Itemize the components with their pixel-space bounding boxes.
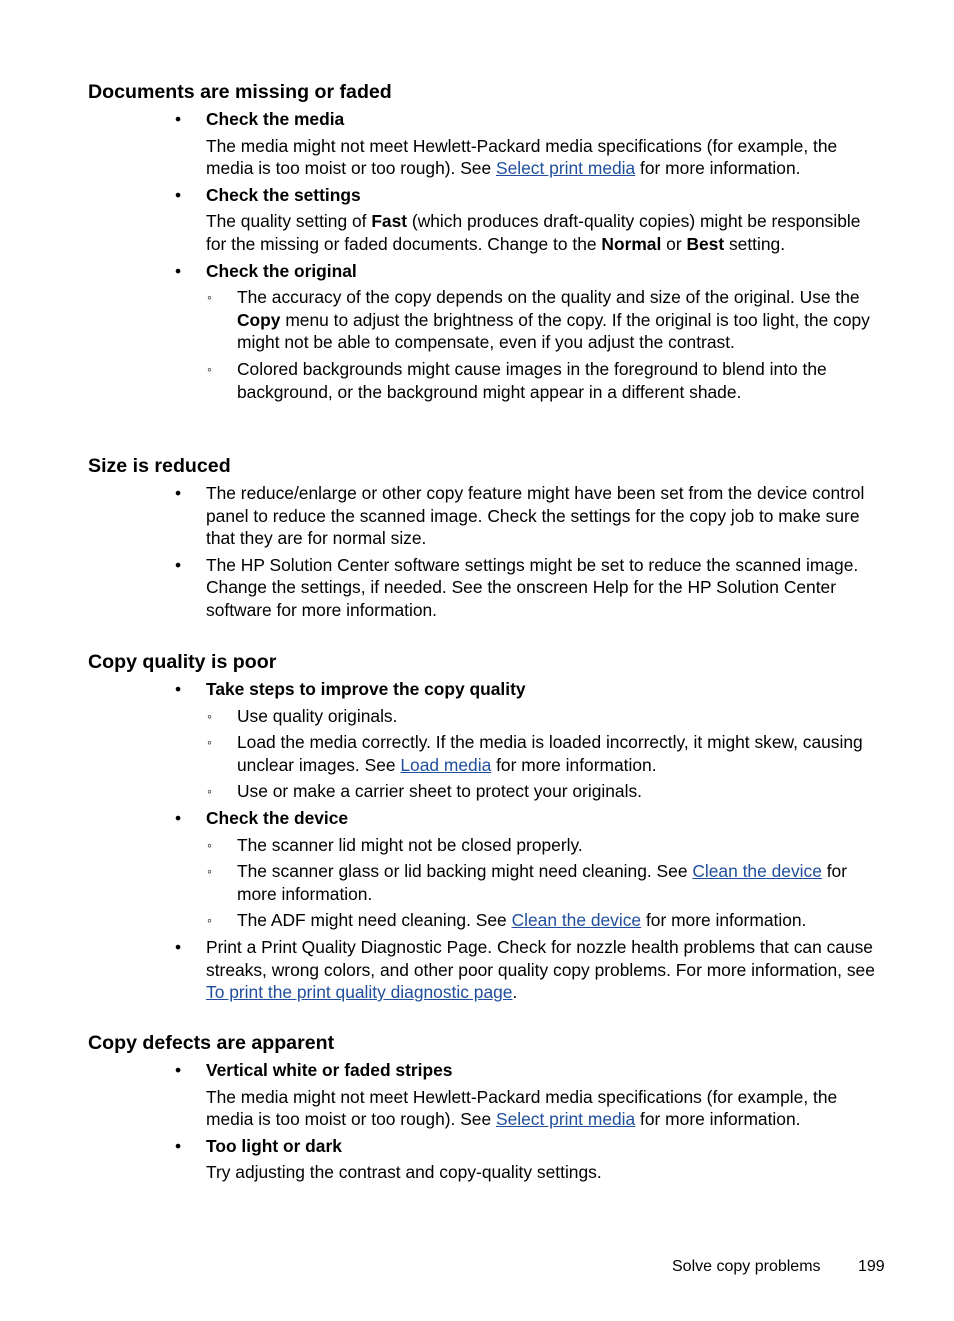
print-diagnostic-page-link[interactable]: To print the print quality diagnostic page [206, 982, 513, 1003]
bullet-icon: • [175, 936, 182, 957]
list-item-check-original [175, 260, 876, 283]
sub-bullet-icon: ◦ [207, 783, 212, 800]
section-documents-missing [88, 80, 888, 403]
sub-item-accuracy: ◦ The accuracy of the copy depends on the quality and size of the original. Use the Copy menu to adjust the brightness of the copy. If the original is too light, the copy might not be able to compensate, even if you adjust the contrast. [207, 287, 870, 353]
sub-item: ◦ The scanner glass or lid backing might need cleaning. See Clean the device for more information. [207, 861, 848, 904]
bullet-icon: • [175, 109, 182, 129]
section-heading: Copy quality is poor [88, 651, 277, 673]
list-item-diagnostic: • Print a Print Quality Diagnostic Page. Check for nozzle health problems that can cause streaks, wrong colors, and other poor quality copy problems. For more information, see To print the print quality diagnostic page. [175, 936, 875, 1003]
sub-item: ◦ Load the media correctly. If the media is loaded incorrectly, it might skew, causing unclear images. See Load media for more information. [207, 732, 863, 775]
list-item-check-media [175, 108, 876, 180]
sub-item-colored-backgrounds: ◦ Colored backgrounds might cause images in the foreground to blend into the background, or the background might appear in a different shade. [207, 358, 827, 402]
item-heading: Check the media [206, 109, 345, 129]
item-heading: Check the original [206, 260, 357, 281]
sub-bullet-icon: ◦ [207, 734, 212, 751]
bullet-icon: • [175, 483, 182, 503]
section-heading: Documents are missing or faded [88, 81, 392, 103]
list-item: • The HP Solution Center software settings might be set to reduce the scanned image. Change the settings, if needed. See the onscreen Help for the HP Solution Center software for more information. [175, 554, 859, 620]
load-media-link[interactable]: Load media [400, 754, 492, 775]
bullet-icon: • [175, 184, 182, 205]
item-heading: Check the settings [206, 184, 361, 205]
item-heading: Too light or dark [206, 1135, 342, 1156]
footer-section-title: Solve copy problems [672, 1258, 821, 1275]
list-item: • The reduce/enlarge or other copy feature might have been set from the device control panel to reduce the scanned image. Check the settings for the copy job to make sure that they are for normal size. [175, 483, 865, 549]
item-body: Try adjusting the contrast and copy-quality settings. [206, 1162, 602, 1183]
sub-bullet-icon: ◦ [207, 836, 212, 853]
sub-bullet-icon: ◦ [207, 289, 212, 306]
sub-bullet-icon: ◦ [207, 707, 212, 724]
item-heading: Check the device [206, 807, 349, 828]
sub-bullet-icon: ◦ [207, 912, 212, 929]
bullet-icon: • [175, 807, 182, 828]
sub-item: ◦ The scanner lid might not be closed properly. [207, 834, 583, 855]
sub-bullet-icon: ◦ [207, 863, 212, 880]
bullet-icon: • [175, 679, 182, 699]
clean-the-device-link[interactable]: Clean the device [511, 910, 642, 931]
bullet-icon: • [175, 260, 182, 281]
section-size-reduced [88, 454, 888, 622]
bullet-icon: • [175, 1060, 182, 1080]
bullet-icon: • [175, 554, 182, 575]
clean-the-device-link[interactable]: Clean the device [692, 861, 822, 882]
item-body: The media might not meet Hewlett-Packard media specifications (for example, the media is too moist or too rough). See Select print media for more information. [206, 1086, 838, 1130]
sub-item: ◦ The ADF might need cleaning. See Clean the device for more information. [207, 910, 807, 931]
item-heading: Vertical white or faded stripes [206, 1060, 453, 1080]
sub-bullet-icon: ◦ [207, 360, 212, 377]
sub-item: ◦ Use or make a carrier sheet to protect your originals. [207, 781, 642, 802]
select-print-media-link[interactable]: Select print media [496, 1109, 636, 1130]
bullet-icon: • [175, 1135, 182, 1156]
list-item-stripes [175, 1059, 876, 1131]
list-item-check-settings [175, 184, 876, 256]
select-print-media-link[interactable]: Select print media [496, 158, 636, 179]
list-item-check-device [175, 807, 876, 830]
section-heading: Copy defects are apparent [88, 1032, 335, 1054]
section-heading: Size is reduced [88, 455, 231, 477]
list-item-improve-quality [175, 678, 876, 701]
section-copy-quality-poor [88, 650, 888, 1004]
section-copy-defects [88, 1031, 888, 1184]
list-item-too-light [175, 1135, 876, 1184]
item-heading: Take steps to improve the copy quality [206, 679, 526, 699]
page-number: 199 [858, 1258, 885, 1275]
sub-item: ◦ Use quality originals. [207, 705, 398, 726]
item-body: The quality setting of Fast (which produces draft-quality copies) might be responsible for the missing or faded documents. Change to the Normal or Best setting. [206, 211, 861, 254]
item-body: The media might not meet Hewlett-Packard media specifications (for example, the media is too moist or too rough). See Select print media for more information. [206, 135, 838, 179]
